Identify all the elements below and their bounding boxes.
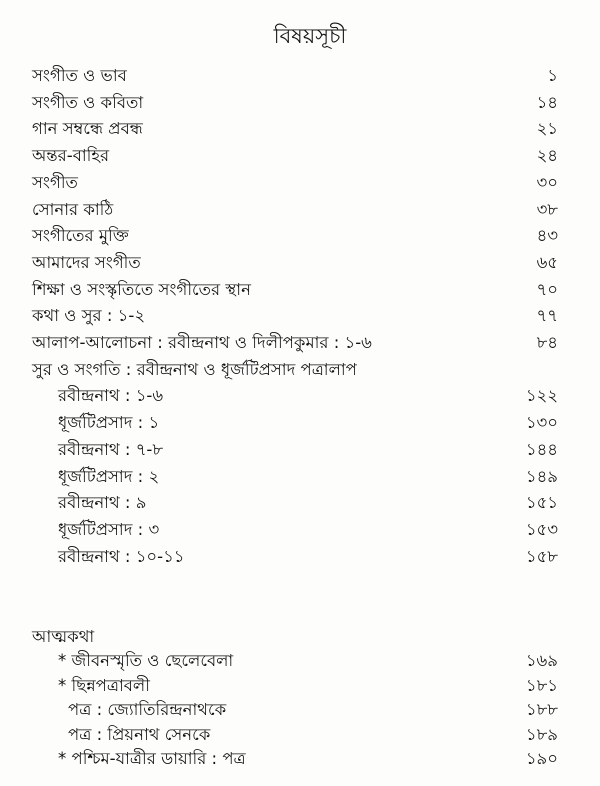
toc-entry-label: গান সম্বন্ধে প্রবন্ধ: [32, 119, 143, 139]
toc-entry-page: ১৫১: [525, 493, 558, 513]
toc-entry-label: সংগীত: [32, 172, 78, 192]
toc-entry-page: ১৫৮: [525, 546, 558, 566]
toc-entry: [0, 698, 600, 722]
toc-entry-label: সংগীত ও কবিতা: [32, 92, 144, 112]
toc-entry-page: ১: [547, 66, 558, 85]
toc-entry: [0, 438, 600, 462]
toc-entry-label: * জীবনস্মৃতি ও ছেলেবেলা: [58, 651, 234, 670]
toc-entry: [0, 723, 600, 747]
toc-entry-label: অন্তর-বাহির: [32, 146, 110, 166]
toc-entry-page: ১৪৯: [525, 466, 558, 486]
toc-entry: [0, 674, 600, 698]
toc-entry-page: ১৬৯: [525, 651, 558, 670]
toc-entry: [0, 91, 600, 115]
toc-entry: [0, 384, 600, 408]
toc-entry-page: ১৮৮: [525, 700, 558, 720]
toc-entry: [0, 518, 600, 542]
toc-entry: [0, 171, 600, 195]
toc-entry-label: রবীন্দ্রনাথ : ১-৬: [58, 386, 164, 406]
toc-entry-label: * পশ্চিম-যাত্রীর ডায়ারি : পত্র: [58, 749, 246, 769]
toc-entry-page: ১২২: [525, 386, 558, 406]
toc-entry: [0, 64, 600, 88]
toc-entry-page: ২১: [536, 119, 558, 139]
toc-entry: [0, 545, 600, 569]
toc-entry: [0, 278, 600, 302]
toc-entry-page: ১৮৯: [525, 724, 558, 744]
toc-entry-label: আমাদের সংগীত: [32, 252, 141, 272]
toc-entry: [0, 649, 600, 673]
toc-entry: [0, 251, 600, 275]
page-title: বিষয়সূচী: [273, 24, 347, 48]
toc-entry: [0, 358, 600, 382]
toc-entry-page: ৬৫: [536, 252, 558, 272]
toc-entry-label: ধূর্জটিপ্রসাদ : ১: [58, 413, 160, 433]
toc-entry-label: পত্র : জ্যোতিরিন্দ্রনাথকে: [68, 700, 227, 720]
toc-entry: [0, 144, 600, 168]
toc-entry-label: ধূর্জটিপ্রসাদ : ৩: [58, 519, 160, 539]
toc-entry-page: ৩০: [536, 172, 558, 192]
toc-entry-label: পত্র : প্রিয়নাথ সেনকে: [68, 724, 211, 744]
toc-entry-page: ১৮১: [525, 675, 558, 695]
toc-entry: [0, 117, 600, 141]
toc-entry-label: রবীন্দ্রনাথ : ৭-৮: [58, 439, 164, 459]
toc-entry-page: ১৪৪: [525, 439, 558, 459]
toc-entry: [0, 491, 600, 515]
toc-entry: [0, 747, 600, 771]
toc-entry-page: ৩৮: [536, 199, 558, 219]
section-heading: [0, 625, 600, 649]
toc-entry-page: ৭৭: [536, 306, 558, 326]
toc-entry: [0, 304, 600, 328]
toc-entry-label: ধূর্জটিপ্রসাদ : ২: [58, 466, 160, 486]
toc-entry-label: শিক্ষা ও সংস্কৃতিতে সংগীতের স্থান: [32, 279, 251, 299]
toc-entry: [0, 331, 600, 355]
toc-entry: [0, 198, 600, 222]
toc-entry: [0, 465, 600, 489]
toc-entry-label: * ছিন্নপত্রাবলী: [58, 675, 150, 695]
toc-entry-page: ৮৪: [536, 333, 558, 352]
toc-entry-page: ২৪: [536, 146, 558, 166]
toc-entry-label: সুর ও সংগতি : রবীন্দ্রনাথ ও ধূর্জটিপ্রসাদ পত্রালাপ: [32, 359, 357, 379]
toc-entry-label: সোনার কাঠি: [32, 199, 114, 219]
toc-entry-page: ৭০: [536, 279, 558, 299]
toc-entry: [0, 224, 600, 248]
toc-entry-label: সংগীতের মুক্তি: [32, 226, 129, 246]
toc-entry-label: আলাপ-আলোচনা : রবীন্দ্রনাথ ও দিলীপকুমার : ১-৬: [32, 333, 372, 352]
section-heading-label: আত্মকথা: [32, 627, 95, 646]
toc-entry: [0, 411, 600, 435]
toc-entry-page: ১৩০: [525, 413, 558, 433]
toc-entry-label: কথা ও সুর : ১-২: [32, 306, 146, 326]
toc-entry-page: ৪৩: [536, 226, 558, 246]
toc-entry-label: সংগীত ও ভাব: [32, 66, 127, 85]
toc-entry-label: রবীন্দ্রনাথ : ১০-১১: [58, 546, 185, 566]
toc-entry-label: রবীন্দ্রনাথ : ৯: [58, 493, 147, 513]
toc-entry-page: ১৪: [536, 92, 558, 112]
toc-entry-page: ১৯০: [525, 749, 558, 769]
toc-entry-page: ১৫৩: [525, 519, 558, 539]
